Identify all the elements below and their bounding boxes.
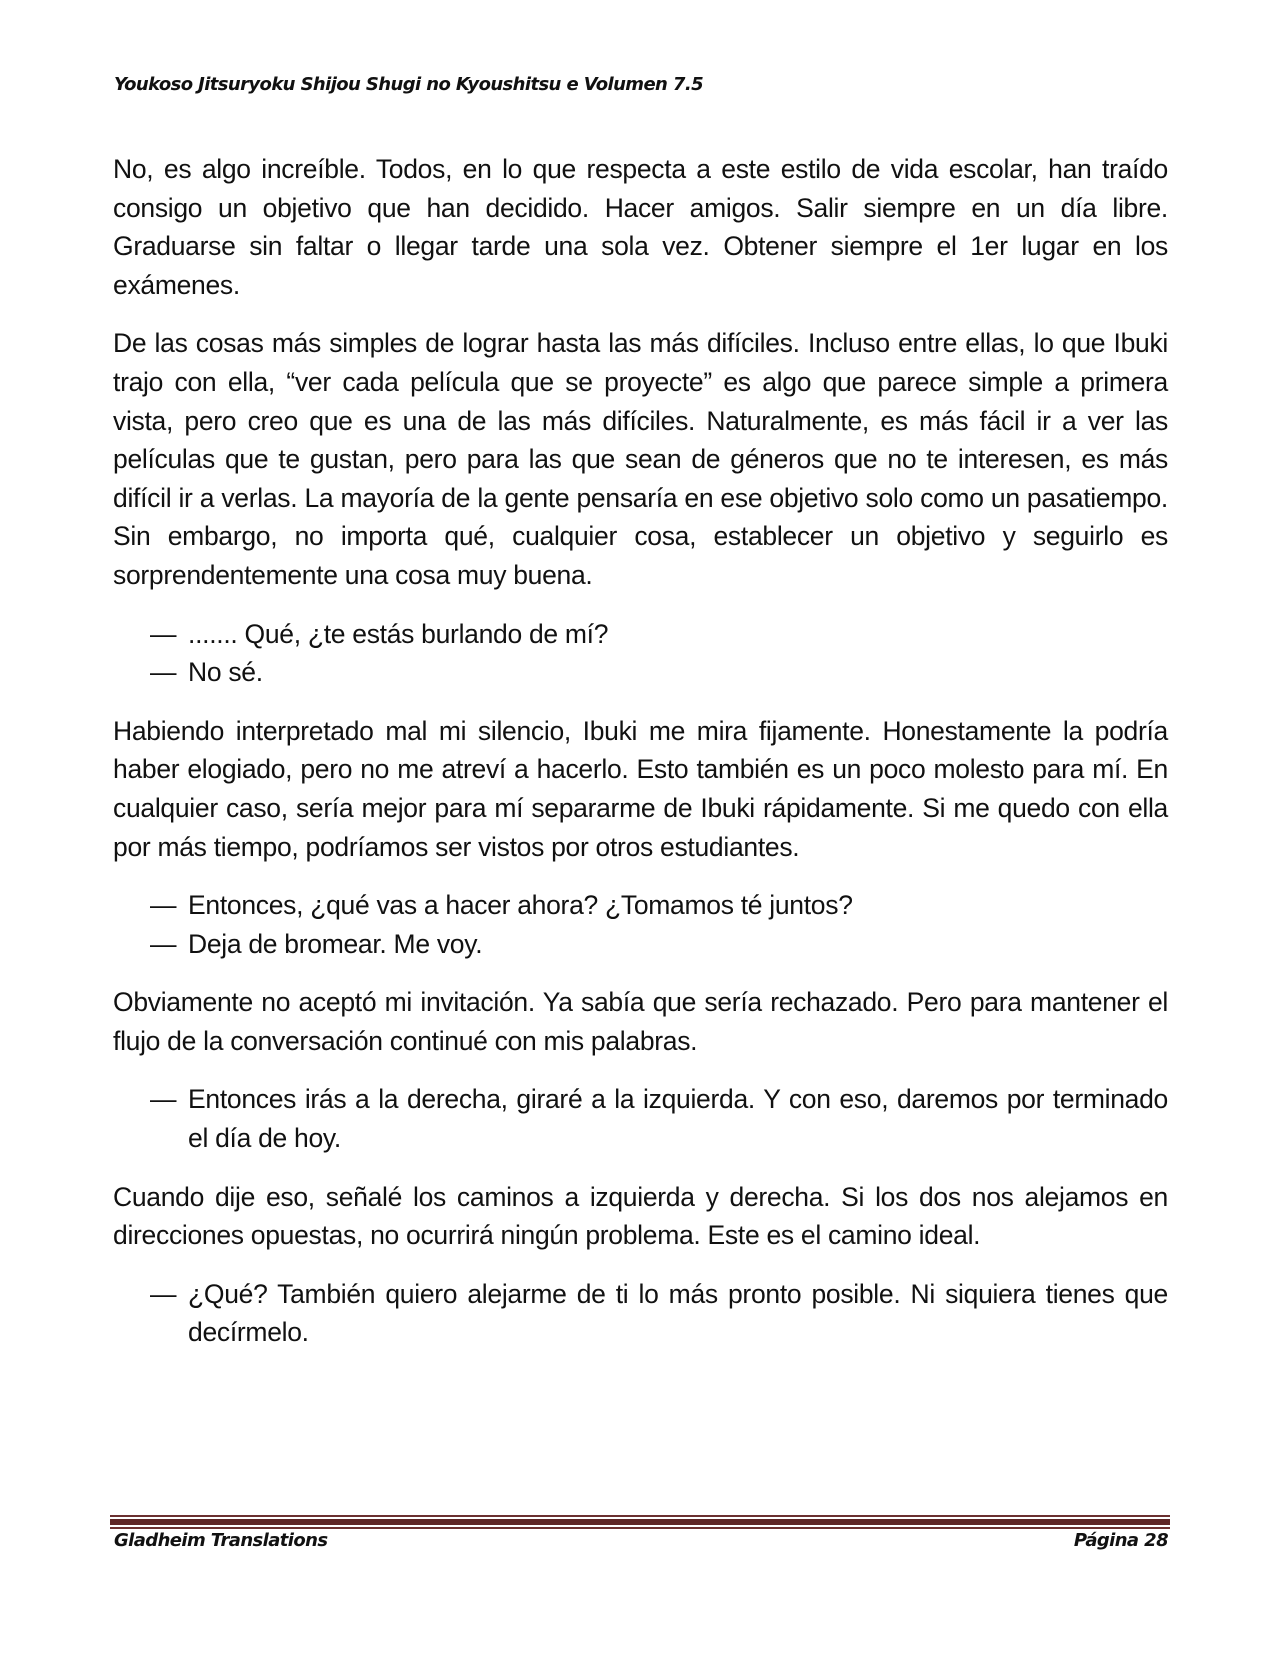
dialogue-line [113,886,1168,925]
page-footer [114,1530,1168,1551]
dialogue-text: Entonces irás a la derecha, giraré a la izquierda. Y con eso, daremos por terminado el día de hoy. [188,1084,1168,1154]
dialogue-block [113,886,1168,963]
dialogue-block [113,1080,1168,1157]
dialogue-line [113,925,1168,964]
dialogue-line [113,1275,1168,1352]
dialogue-text: ¿Qué? También quiero alejarme de ti lo más pronto posible. Ni siquiera tienes que decírmelo. [188,1278,1168,1348]
dialogue-line [113,653,1168,692]
footer-page-number: Página 28 [1073,1530,1168,1551]
paragraph: Habiendo interpretado mal mi silencio, Ibuki me mira fijamente. Honestamente la podría haber elogiado, pero no me atreví a hacerlo. Esto también es un poco molesto para mí. En cualquier caso, sería mejor para mí separarme de Ibuki rápidamente. Si me quedo con ella por más tiempo, podríamos ser vistos por otros estudiantes. [113,715,1168,862]
em-dash: — [150,890,177,921]
dialogue-text: ....... Qué, ¿te estás burlando de mí? [188,618,609,649]
paragraph: No, es algo increíble. Todos, en lo que respecta a este estilo de vida escolar, han traído consigo un objetivo que han decidido. Hacer amigos. Salir siempre en un día libre. Graduarse sin faltar o llegar tarde una sola vez. Obtener siempre el 1er lugar en los exámenes. [113,154,1168,300]
em-dash: — [150,618,177,649]
page-header-title: Youkoso Jitsuryoku Shijou Shugi no Kyoushitsu e Volumen 7.5 [114,74,704,95]
dialogue-line [113,615,1168,654]
footer-translator: Gladheim Translations [114,1530,328,1551]
dialogue-block [113,1275,1168,1352]
dialogue-block [113,615,1168,692]
paragraph: Cuando dije eso, señalé los caminos a izquierda y derecha. Si los dos nos alejamos en direcciones opuestas, no ocurrirá ningún problema. Este es el camino ideal. [113,1181,1168,1251]
dialogue-text: Deja de bromear. Me voy. [188,928,483,959]
paragraph: Obviamente no aceptó mi invitación. Ya sabía que sería rechazado. Pero para mantener el flujo de la conversación continué con mis palabras. [113,987,1168,1056]
page-body [113,150,1168,1372]
em-dash: — [150,1278,177,1309]
em-dash: — [150,1084,177,1115]
dialogue-text: Entonces, ¿qué vas a hacer ahora? ¿Tomamos té juntos? [188,890,853,921]
footer-divider [110,1515,1170,1529]
dialogue-text: No sé. [188,657,263,688]
dialogue-line [113,1080,1168,1157]
em-dash: — [150,928,177,959]
paragraph: De las cosas más simples de lograr hasta las más difíciles. Incluso entre ellas, lo que Ibuki trajo con ella, “ver cada película que se proyecte” es algo que parece simple a primera vista, pero creo que es una de las más difíciles. Naturalmente, es más fácil ir a ver las películas que te gustan, pero para las que sean de géneros que no te interesen, es más difícil ir a verlas. La mayoría de la gente pensaría en ese objetivo solo como un pasatiempo. Sin embargo, no importa qué, cualquier cosa, establecer un objetivo y seguirlo es sorprendentemente una cosa muy buena. [113,328,1168,590]
em-dash: — [150,657,177,688]
